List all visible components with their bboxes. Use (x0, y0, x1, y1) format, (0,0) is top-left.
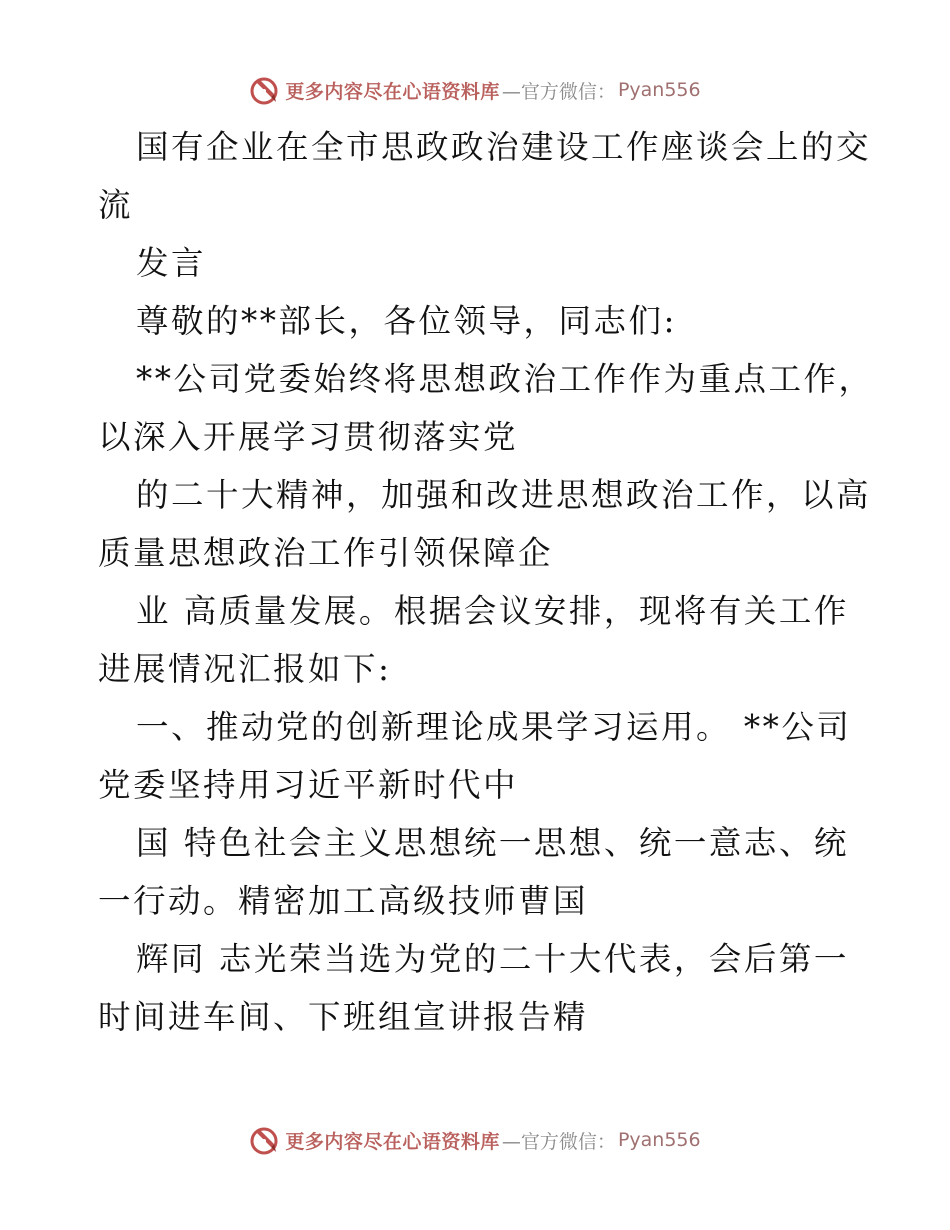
banner-main-text: 更多内容尽在心语资料库 (285, 1130, 500, 1153)
banner-main-text: 更多内容尽在心语资料库 (285, 80, 500, 103)
doc-line-paragraph: 辉同 志光荣当选为党的二十大代表，会后第一 (136, 940, 849, 978)
doc-line-paragraph: 国 特色社会主义思想统一思想、统一意志、统 (136, 824, 849, 862)
pen-nib-circle-icon (249, 74, 281, 106)
doc-line-paragraph: 党委坚持用习近平新时代中 (98, 766, 519, 804)
doc-line-title-3: 发言 (136, 244, 207, 282)
doc-line-salutation: 尊敬的**部长，各位领导，同志们: (136, 302, 677, 340)
doc-line-paragraph: 一行动。精密加工高级技师曹国 (98, 882, 589, 920)
doc-line-paragraph: 业 高质量发展。根据会议安排，现将有关工作 (136, 592, 849, 630)
doc-line-title-2: 流 (98, 186, 134, 224)
banner-handle-text: Pyan556 (617, 1129, 701, 1151)
doc-line-paragraph: 进展情况汇报如下: (98, 650, 392, 688)
doc-line-paragraph: 以深入开展学习贯彻落实党 (98, 418, 519, 456)
footer-banner (0, 1120, 950, 1160)
doc-line-paragraph: **公司党委始终将思想政治工作作为重点工作， (136, 360, 874, 398)
header-banner (0, 70, 950, 110)
document-body (98, 118, 874, 1046)
doc-line-title-1: 国有企业在全市思政政治建设工作座谈会上的交 (136, 128, 872, 166)
doc-line-paragraph: 的二十大精神，加强和改进思想政治工作，以高 (136, 476, 872, 514)
banner-separator-text: —官方微信： (501, 1130, 616, 1153)
pen-nib-circle-icon (249, 1124, 281, 1156)
doc-line-paragraph: 质量思想政治工作引领保障企 (98, 534, 554, 572)
doc-line-section-heading: 一、推动党的创新理论成果学习运用。 **公司 (136, 708, 852, 746)
banner-handle-text: Pyan556 (617, 79, 701, 101)
doc-line-paragraph: 时间进车间、下班组宣讲报告精 (98, 998, 589, 1036)
banner-separator-text: —官方微信： (501, 80, 616, 103)
